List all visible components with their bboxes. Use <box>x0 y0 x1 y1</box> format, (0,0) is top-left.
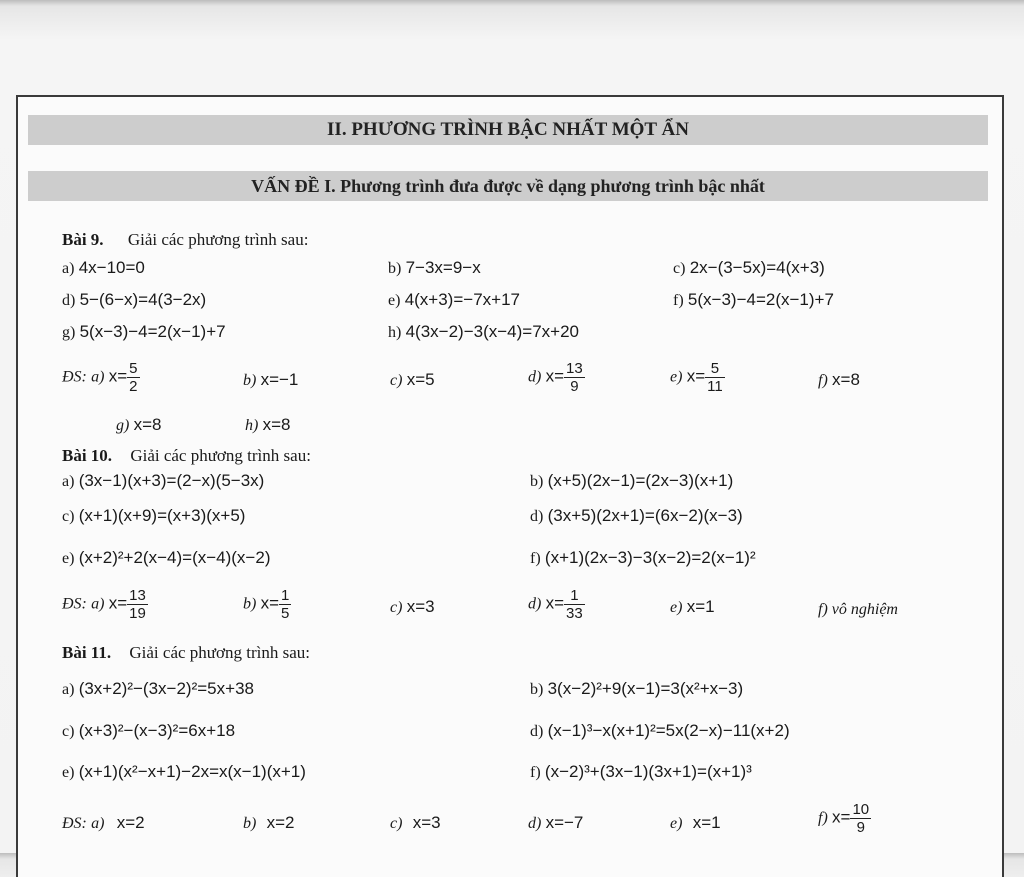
item-label: e) <box>62 550 75 567</box>
b11-answer-f <box>818 801 871 836</box>
answer-label: e) <box>670 815 683 832</box>
b9-answer-f <box>818 370 860 390</box>
b9-item-e <box>388 290 520 310</box>
item-label: d) <box>62 292 76 309</box>
numerator: 13 <box>129 587 146 604</box>
answers-label: ĐS: <box>62 815 87 832</box>
answer-value: x= <box>260 593 280 613</box>
exercise-title: Bài 9. <box>62 230 104 249</box>
answer-label: a) <box>91 815 105 832</box>
equation: 4(3x−2)−3(x−4)=7x+20 <box>405 322 579 341</box>
answer-label: f) <box>818 809 828 827</box>
equation: (3x+2)²−(3x−2)²=5x+38 <box>78 679 254 698</box>
answer-label: c) <box>390 815 403 832</box>
b10-answer-f <box>818 599 898 619</box>
answer-fraction <box>705 360 725 395</box>
denominator: 2 <box>129 378 138 395</box>
equation: (x−1)³−x(x+1)²=5x(2−x)−11(x+2) <box>547 721 790 740</box>
equation: (x+2)²+2(x−4)=(x−4)(x−2) <box>78 548 271 567</box>
item-label: f) <box>673 292 684 309</box>
equation: (x+1)(x+9)=(x+3)(x+5) <box>78 506 246 525</box>
b9-answer-b <box>243 370 298 390</box>
answer-value: x=8 <box>133 415 162 434</box>
b10-item-f <box>530 548 756 568</box>
b9-answer-c <box>390 370 435 390</box>
numerator: 1 <box>564 587 585 605</box>
denominator: 19 <box>129 605 146 622</box>
exercise-9-header <box>62 230 308 250</box>
equation: (3x−1)(x+3)=(2−x)(5−3x) <box>78 471 265 490</box>
answers-label: ĐS: <box>62 595 87 613</box>
worksheet-page <box>16 95 1004 877</box>
answer-value: x= <box>545 593 565 613</box>
answer-fraction <box>127 360 139 395</box>
answer-value: f) vô nghiệm <box>818 601 898 618</box>
b9-item-h <box>388 322 579 342</box>
denominator: 5 <box>281 605 290 622</box>
item-label: f) <box>530 764 541 781</box>
exercise-10-header <box>62 446 311 466</box>
b11-item-f <box>530 762 752 782</box>
b10-item-d <box>530 506 743 526</box>
equation: 5−(6−x)=4(3−2x) <box>79 290 207 309</box>
answer-value: x= <box>108 366 128 386</box>
answer-fraction <box>850 801 871 836</box>
b9-answer-h <box>245 415 290 435</box>
b10-item-c <box>62 506 245 526</box>
b11-answer-e <box>670 813 721 833</box>
answer-label: d) <box>528 595 542 613</box>
item-label: c) <box>62 508 75 525</box>
item-label: b) <box>530 473 544 490</box>
answer-value: x= <box>545 366 565 386</box>
answer-fraction <box>564 587 585 622</box>
exercise-prompt: Giải các phương trình sau: <box>129 643 310 662</box>
equation: 5(x−3)−4=2(x−1)+7 <box>687 290 834 309</box>
answer-label: b) <box>243 595 257 613</box>
item-label: c) <box>62 723 75 740</box>
b9-answer-e <box>670 360 725 395</box>
numerator: 1 <box>281 587 290 604</box>
answer-value: x=8 <box>262 415 291 434</box>
item-label: a) <box>62 473 75 490</box>
b9-item-c <box>673 258 825 278</box>
equation: (x+1)(2x−3)−3(x−2)=2(x−1)² <box>544 548 756 567</box>
b9-answer-a <box>62 360 140 395</box>
equation: (3x+5)(2x+1)=(6x−2)(x−3) <box>547 506 743 525</box>
answer-label: b) <box>243 372 257 389</box>
item-label: f) <box>530 550 541 567</box>
answer-value: x= <box>686 366 706 386</box>
equation: (x−2)³+(3x−1)(3x+1)=(x+1)³ <box>544 762 752 781</box>
exercise-title: Bài 10. <box>62 446 113 465</box>
b10-answer-d <box>528 587 585 622</box>
b9-item-d <box>62 290 206 310</box>
equation: 2x−(3−5x)=4(x+3) <box>689 258 825 277</box>
b11-item-a <box>62 679 254 699</box>
denominator: 33 <box>566 605 583 622</box>
b9-answer-d <box>528 360 585 395</box>
equation: 4x−10=0 <box>78 258 145 277</box>
answer-value: x=1 <box>686 597 715 616</box>
equation: (x+5)(2x−1)=(2x−3)(x+1) <box>547 471 734 490</box>
item-label: b) <box>530 681 544 698</box>
answers-label: ĐS: <box>62 368 87 386</box>
equation: 7−3x=9−x <box>405 258 481 277</box>
answer-label: d) <box>528 815 542 832</box>
exercise-11-header <box>62 643 310 663</box>
b11-answer-a <box>62 813 145 833</box>
b9-item-a <box>62 258 145 278</box>
exercise-title: Bài 11. <box>62 643 112 662</box>
answer-value: x=5 <box>406 370 435 389</box>
b10-answer-c <box>390 597 435 617</box>
answer-label: h) <box>245 417 259 434</box>
b10-answer-e <box>670 597 715 617</box>
exercise-prompt: Giải các phương trình sau: <box>127 230 309 249</box>
denominator: 9 <box>570 378 579 395</box>
item-label: b) <box>388 260 402 277</box>
numerator: 5 <box>705 360 725 378</box>
numerator: 5 <box>129 360 138 377</box>
equation: (x+3)²−(x−3)²=6x+18 <box>78 721 236 740</box>
answer-label: g) <box>116 417 130 434</box>
section-heading: II. PHƯƠNG TRÌNH BẬC NHẤT MỘT ẨN <box>28 115 988 145</box>
b11-item-d <box>530 721 790 741</box>
answer-value: x=1 <box>692 813 721 832</box>
answer-value: x=2 <box>116 813 145 832</box>
b9-answer-g <box>116 415 161 435</box>
answer-value: x= <box>832 807 851 827</box>
answer-value: x=2 <box>266 813 295 832</box>
numerator: 10 <box>852 801 870 818</box>
numerator: 13 <box>566 360 583 377</box>
b9-item-g <box>62 322 226 342</box>
equation: 4(x+3)=−7x+17 <box>404 290 520 309</box>
item-label: a) <box>62 260 75 277</box>
answer-fraction <box>279 587 291 622</box>
item-label: g) <box>62 324 76 341</box>
b10-answer-a <box>62 587 148 622</box>
answer-label: a) <box>91 595 105 613</box>
answer-fraction <box>564 360 585 395</box>
exercise-prompt: Giải các phương trình sau: <box>130 446 311 465</box>
b10-answer-b <box>243 587 291 622</box>
b11-item-c <box>62 721 235 741</box>
answer-label: c) <box>390 372 403 389</box>
item-label: e) <box>62 764 75 781</box>
answer-value: x=3 <box>412 813 441 832</box>
equation: 5(x−3)−4=2(x−1)+7 <box>79 322 226 341</box>
b11-item-e <box>62 762 306 782</box>
answer-label: f) <box>818 372 828 389</box>
answer-label: e) <box>670 368 683 386</box>
item-label: d) <box>530 723 544 740</box>
answer-label: c) <box>390 599 403 616</box>
b9-item-f <box>673 290 834 310</box>
answer-value: x= <box>108 593 128 613</box>
b11-item-b <box>530 679 743 699</box>
item-label: h) <box>388 324 402 341</box>
answer-value: x=8 <box>832 370 860 389</box>
answer-fraction <box>127 587 148 622</box>
b11-answer-c <box>390 813 441 833</box>
b10-item-b <box>530 471 733 491</box>
item-label: a) <box>62 681 75 698</box>
denominator: 11 <box>707 378 723 395</box>
answer-label: a) <box>91 368 105 386</box>
answer-value: x=−1 <box>260 370 299 389</box>
b11-answer-b <box>243 813 294 833</box>
equation: (x+1)(x²−x+1)−2x=x(x−1)(x+1) <box>78 762 306 781</box>
item-label: e) <box>388 292 401 309</box>
answer-value: x=3 <box>406 597 435 616</box>
denominator: 9 <box>856 819 865 836</box>
item-label: d) <box>530 508 544 525</box>
b10-item-a <box>62 471 264 491</box>
topic-heading: VẤN ĐỀ I. Phương trình đưa được về dạng phương trình bậc nhất <box>28 171 988 201</box>
answer-value: x=−7 <box>545 813 584 832</box>
b9-item-b <box>388 258 481 278</box>
answer-label: e) <box>670 599 683 616</box>
item-label: c) <box>673 260 686 277</box>
answer-label: d) <box>528 368 542 386</box>
equation: 3(x−2)²+9(x−1)=3(x²+x−3) <box>547 679 744 698</box>
b10-item-e <box>62 548 270 568</box>
answer-label: b) <box>243 815 257 832</box>
b11-answer-d <box>528 813 583 833</box>
